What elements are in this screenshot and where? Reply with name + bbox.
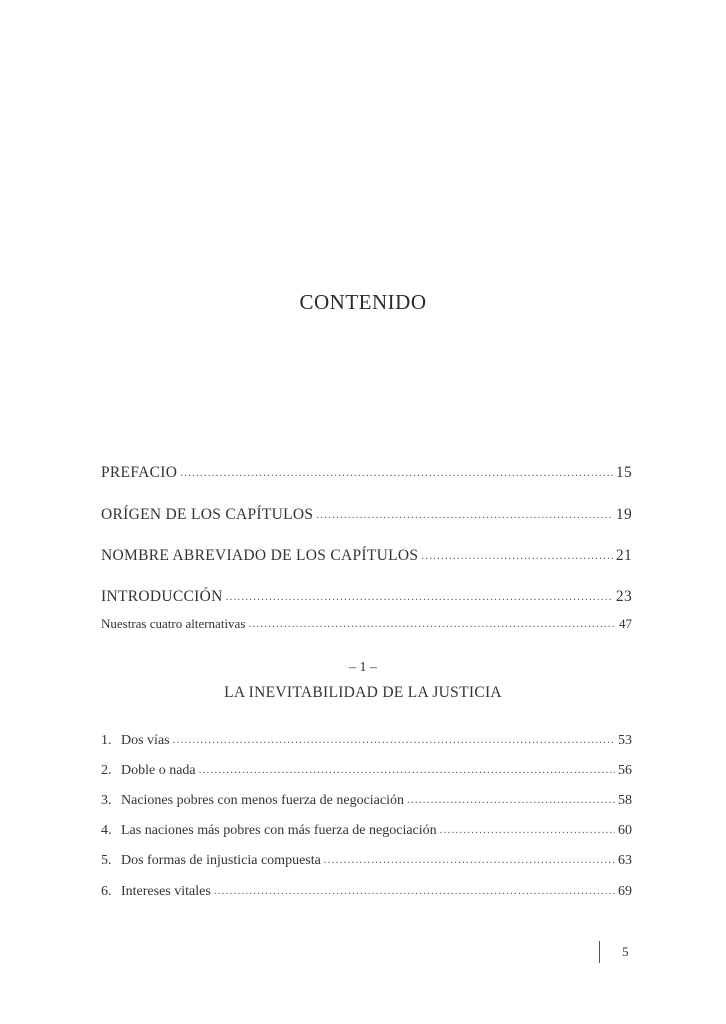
toc-chapter-1[interactable] bbox=[101, 733, 632, 749]
chapter-number: 1. bbox=[101, 733, 112, 748]
part-number: – 1 – bbox=[349, 660, 377, 675]
page-title: CONTENIDO bbox=[299, 290, 427, 314]
toc-entry-page: 23 bbox=[615, 588, 632, 605]
chapter-page: 69 bbox=[618, 884, 632, 899]
chapter-page: 53 bbox=[618, 733, 632, 748]
chapter-number: 2. bbox=[101, 763, 112, 778]
dot-leader bbox=[199, 764, 615, 776]
toc-entry-page: 19 bbox=[615, 506, 632, 523]
dot-leader bbox=[324, 854, 615, 866]
chapter-number: 4. bbox=[101, 823, 112, 838]
toc-chapter-2[interactable] bbox=[101, 763, 632, 779]
toc-entry-label: Nuestras cuatro alternativas bbox=[101, 616, 246, 631]
dot-leader bbox=[407, 794, 615, 806]
chapter-number: 6. bbox=[101, 884, 112, 899]
toc-entry-page: 15 bbox=[615, 464, 632, 481]
chapter-page: 60 bbox=[618, 823, 632, 838]
dot-leader bbox=[226, 591, 613, 603]
chapter-page: 63 bbox=[618, 853, 632, 868]
chapter-label: Naciones pobres con menos fuerza de negociación bbox=[121, 793, 404, 808]
dot-leader bbox=[440, 824, 615, 836]
dot-leader bbox=[316, 509, 613, 521]
toc-entry-label: INTRODUCCIÓN bbox=[101, 588, 223, 605]
toc-entry-nombre-abreviado[interactable] bbox=[101, 547, 632, 565]
chapter-number: 3. bbox=[101, 793, 112, 808]
toc-entry-label: ORÍGEN DE LOS CAPÍTULOS bbox=[101, 506, 314, 523]
toc-entry-page: 21 bbox=[615, 547, 632, 564]
toc-entry-page: 47 bbox=[619, 616, 632, 631]
toc-entry-origen[interactable] bbox=[101, 506, 632, 524]
chapter-number: 5. bbox=[101, 853, 112, 868]
dot-leader bbox=[214, 885, 615, 897]
part-title: LA INEVITABILIDAD DE LA JUSTICIA bbox=[224, 684, 502, 701]
chapter-label: Dos vías bbox=[121, 733, 170, 748]
chapter-label: Las naciones más pobres con más fuerza de negociación bbox=[121, 823, 437, 838]
chapter-label: Dos formas de injusticia compuesta bbox=[121, 853, 321, 868]
toc-entry-label: PREFACIO bbox=[101, 464, 178, 481]
toc-entry-label: NOMBRE ABREVIADO DE LOS CAPÍTULOS bbox=[101, 547, 419, 564]
chapter-label: Doble o nada bbox=[121, 763, 196, 778]
dot-leader bbox=[421, 550, 613, 562]
toc-entry-prefacio[interactable] bbox=[101, 464, 632, 482]
dot-leader bbox=[248, 618, 616, 630]
chapter-label: Intereses vitales bbox=[121, 884, 211, 899]
chapter-page: 56 bbox=[618, 763, 632, 778]
dot-leader bbox=[173, 734, 615, 746]
toc-chapter-4[interactable] bbox=[101, 823, 632, 839]
dot-leader bbox=[180, 467, 613, 479]
folio-rule bbox=[599, 941, 600, 963]
toc-entry-introduccion[interactable] bbox=[101, 588, 632, 606]
chapter-page: 58 bbox=[618, 793, 632, 808]
toc-chapter-6[interactable] bbox=[101, 884, 632, 900]
page-number: 5 bbox=[622, 944, 629, 959]
toc-entry-nuestras-alternativas[interactable] bbox=[101, 616, 632, 632]
toc-chapter-3[interactable] bbox=[101, 793, 632, 809]
toc-chapter-5[interactable] bbox=[101, 853, 632, 869]
